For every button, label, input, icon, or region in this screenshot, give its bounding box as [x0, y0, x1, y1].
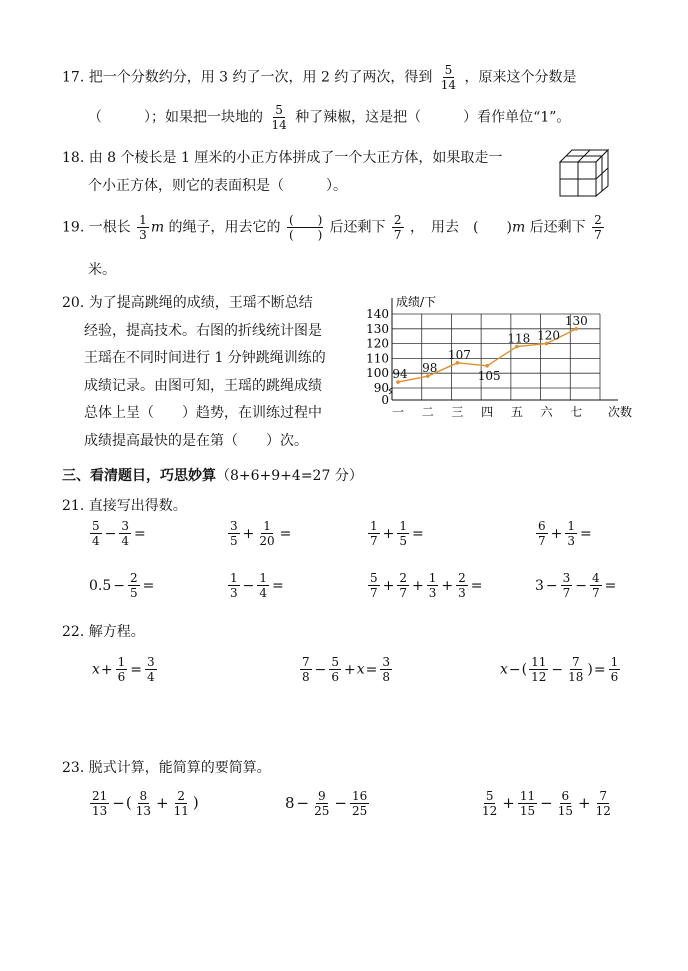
q22-equation-3: x−( $\frac{11}{12}$ − $\frac{7}{18}$ )= $\frac{1}{6}$	[500, 655, 619, 684]
line-chart	[366, 294, 636, 426]
y-axis-label: 成绩/下	[396, 295, 437, 309]
q17-fraction-1: $\frac{5}{14}$	[440, 63, 457, 92]
q19-number: 19.	[62, 219, 85, 236]
q21-expr-6: $\frac{1}{3}$ − $\frac{1}{4}$ =	[230, 571, 284, 600]
q22-equation-1: x+ $\frac{1}{6}$ = $\frac{3}{4}$	[92, 655, 155, 684]
data-label: 98	[422, 361, 438, 376]
q19-line2: 米。	[88, 262, 116, 278]
q19-fraction-3: $\frac{2}{7}$	[594, 213, 602, 242]
q20-line: 王瑶在不同时间进行 1 分钟跳绳训练的	[84, 350, 326, 366]
x-tick-label: 四	[481, 405, 494, 419]
q22-heading	[62, 620, 145, 644]
q20-line: 为了提高跳绳的成绩，王瑶不断总结	[88, 295, 313, 311]
q23-expr-1: $\frac{21}{13}$ −( $\frac{8}{13}$ + $\frac{2}{11}$ )	[92, 789, 199, 818]
section-3-heading	[62, 464, 363, 488]
y-tick-label: 110	[366, 351, 389, 366]
data-label: 130	[564, 313, 588, 328]
x-tick-label: 五	[510, 405, 523, 419]
q22-equation-2: $\frac{7}{8}$ − $\frac{5}{6}$ +x= $\frac{3}{8}$	[302, 655, 391, 684]
data-label: 107	[447, 347, 471, 362]
q17-text-d: 种了辣椒，这是把（ ）看作单位“1”。	[295, 109, 571, 126]
q21-expr-7: $\frac{5}{7}$ + $\frac{2}{7}$ + $\frac{1}{3}$ + $\frac{2}{3}$ =	[370, 571, 483, 600]
q19-text-a: 一根长	[88, 219, 131, 236]
q19-unit-m: m	[150, 219, 165, 236]
q18-number: 18.	[62, 150, 85, 166]
data-label: 105	[477, 368, 501, 383]
q21-expr-2: $\frac{3}{5}$ + $\frac{1}{20}$ =	[230, 519, 292, 548]
q21-expr-5: 0.5 − $\frac{2}{5}$ =	[89, 571, 155, 600]
q18-text-2: 个小正方体，则它的表面积是（ ）。	[88, 178, 347, 194]
section-3-score: （8+6+9+4=27 分）	[216, 468, 363, 484]
q17-number: 17.	[62, 69, 85, 86]
q19-fraction-1: $\frac{1}{3}$	[139, 213, 147, 242]
q19-text-e: 后还剩下	[529, 219, 586, 236]
q19-text-d: ， 用去 ( )	[410, 219, 512, 236]
q21-expr-4: $\frac{6}{7}$ + $\frac{1}{3}$ =	[538, 519, 592, 548]
q19-fraction-2: $\frac{2}{7}$	[393, 213, 402, 242]
q20-line: 总体上呈（ ）趋势，在训练过程中	[84, 405, 322, 421]
x-axis-label: 次数	[607, 405, 632, 419]
x-tick-label: 三	[451, 405, 464, 419]
x-tick-label: 一	[391, 405, 405, 419]
y-tick-label: 100	[366, 366, 389, 381]
y-tick-label: 120	[366, 336, 389, 351]
data-label: 120	[537, 328, 561, 343]
y-tick-label: 140	[366, 307, 389, 321]
q17-line1	[62, 64, 577, 91]
q22-title: 解方程。	[88, 624, 145, 640]
q20-number: 20.	[62, 295, 85, 311]
q23-expr-2: 8 − $\frac{9}{25}$ − $\frac{16}{25}$	[285, 789, 368, 818]
cube-figure	[558, 148, 610, 198]
section-3-title: 三、看清题目，巧思妙算	[62, 468, 216, 484]
q19-text-b: 的绳子，用去它的	[168, 219, 281, 236]
q17-line2	[88, 104, 570, 131]
q18-line2	[88, 174, 347, 198]
q19-text-c: 后还剩下	[329, 219, 386, 236]
q20-block	[62, 290, 326, 455]
q23-title: 脱式计算，能简算的要简算。	[88, 760, 271, 776]
q17-text-c: （ ）；如果把一块地的	[88, 109, 263, 126]
q20-line: 成绩记录。由图可知，王瑶的跳绳成绩	[84, 377, 322, 394]
q17-text-a: 把一个分数约分，用 3 约了一次，用 2 约了两次，得到	[88, 69, 433, 86]
q23-number: 23.	[62, 760, 85, 776]
q21-number: 21.	[62, 498, 85, 514]
x-tick-label: 二	[421, 405, 434, 419]
data-label: 94	[392, 367, 408, 382]
q21-expr-8: 3 − $\frac{3}{7}$ − $\frac{4}{7}$ =	[535, 571, 617, 600]
q22-number: 22.	[62, 624, 85, 640]
q21-heading	[62, 494, 187, 518]
q17-fraction-2: $\frac{5}{14}$	[271, 103, 287, 132]
q23-expr-3: $\frac{5}{12}$ + $\frac{11}{15}$ − $\frac{6}{15}$ + $\frac{7}{12}$	[482, 789, 611, 818]
q23-heading	[62, 756, 271, 780]
data-point	[485, 364, 489, 368]
x-tick-label: 七	[570, 405, 583, 419]
q20-line: 成绩提高最快的是在第（ ）次。	[84, 432, 308, 449]
q17-text-b: ，原来这个分数是	[464, 69, 577, 86]
y-tick-label: 0	[381, 393, 389, 407]
q19-blank-fraction: $\frac{( )}{( )}$	[289, 213, 323, 242]
q20-line: 经验，提高技术。右图的折线统计图是	[84, 322, 322, 339]
q21-expr-1: $\frac{5}{4}$ − $\frac{3}{4}$ =	[92, 519, 146, 548]
data-label: 118	[507, 331, 531, 346]
y-tick-label: 130	[366, 321, 389, 336]
q19-line1	[62, 214, 606, 241]
q21-title: 直接写出得数。	[88, 498, 187, 514]
y-tick-label: 90	[373, 381, 389, 395]
x-tick-label: 六	[540, 405, 553, 419]
q21-expr-3: $\frac{1}{7}$ + $\frac{1}{5}$ =	[370, 519, 424, 548]
q18-text-1: 由 8 个棱长是 1 厘米的小正方体拼成了一个大正方体，如果取走一	[88, 150, 503, 166]
q19-unit-m-2: m	[511, 219, 526, 236]
q18-line1	[62, 146, 502, 170]
